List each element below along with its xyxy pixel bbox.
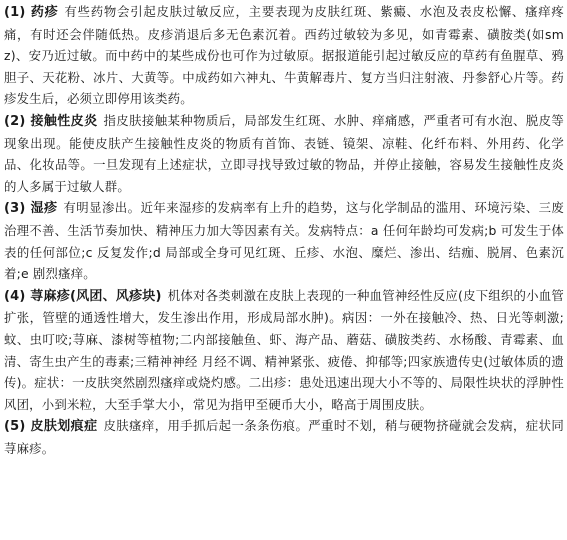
section-drug-eruption [4,1,564,110]
section-heading: (5) 皮肤划痕症 [4,419,98,435]
section-urticaria [4,285,564,416]
section-text: 机体对各类刺激在皮肤上表现的一种血管神经性反应(皮下组织的小血管扩张，管壁的通透性增大，发生渗出作用，形成局部水肿)。病因：一外在接触冷、热、日光等刺激;蚊、虫叮咬;荨麻、漆树等植物;二内部接触鱼、虾、海产品、蘑菇、磺胺类药、水杨酸、青霉素、血清、寄生虫产生的毒素;三精神神经 月经不调、精神紧张、疲倦、抑郁等;四家族遗传史(过敏体质的遗传)。症状：一皮肤突然剧烈瘙痒或烧灼感。二出疹：患处迅速出现大小不等的、局限性块状的浮肿性风团，小到米粒，大至手掌大小，常见为指甲至硬币大小，略高于周围皮肤。 [4,287,565,412]
section-dermatographism [4,415,564,459]
section-text: 有明显渗出。近年来湿疹的发病率有上升的趋势，这与化学制品的滥用、环境污染、三废治理不善、生活节奏加快、精神压力加大等因素有关。发病特点：a 任何年龄均可发病;b 可发生于体表的任何部位;c 反复发作;d 局部或全身可见红斑、丘疹、水泡、糜烂、渗出、结痂、脱屑、色素沉着;e 剧烈瘙痒。 [4,200,564,282]
section-heading: (4) 荨麻疹(风团、风疹块) [4,288,162,304]
section-text: 指皮肤接触某种物质后，局部发生红斑、水肿、痒痛感，严重者可有水泡、脱皮等现象出现。能使皮肤产生接触性皮炎的物质有首饰、表链、镜架、凉鞋、化纤布料、外用药、化学品、化妆品等。一旦发现有上述症状，立即寻找导致过敏的物品，并停止接触，容易发生接触性皮炎的人多属于过敏人群。 [4,112,564,194]
section-eczema [4,197,564,284]
section-heading: (3) 湿疹 [4,201,58,217]
section-contact-dermatitis [4,110,564,197]
section-heading: (1) 药疹 [4,5,59,20]
section-text: 皮肤瘙痒，用手抓后起一条条伤痕。严重时不划，稍与硬物挤碰就会发病，症状同荨麻疹。 [4,418,564,456]
section-heading: (2) 接触性皮炎 [4,113,98,129]
section-text: 有些药物会引起皮肤过敏反应，主要表现为皮肤红斑、紫癜、水泡及表皮松懈、瘙痒疼痛，有时还会伴随低热。皮疹消退后多无色素沉着。西药过敏较为多见，如青霉素、磺胺类(如smz)、安乃近过敏。而中药中的某些成份也可作为过敏原。据报道能引起过敏反应的草药有鱼腥草、鸦胆子、天花粉、冰片、大黄等。中成药如六神丸、牛黄解毒片、复方当归注射液、丹参舒心片等。药疹发生后，必须立即停用该类药。 [4,4,564,107]
